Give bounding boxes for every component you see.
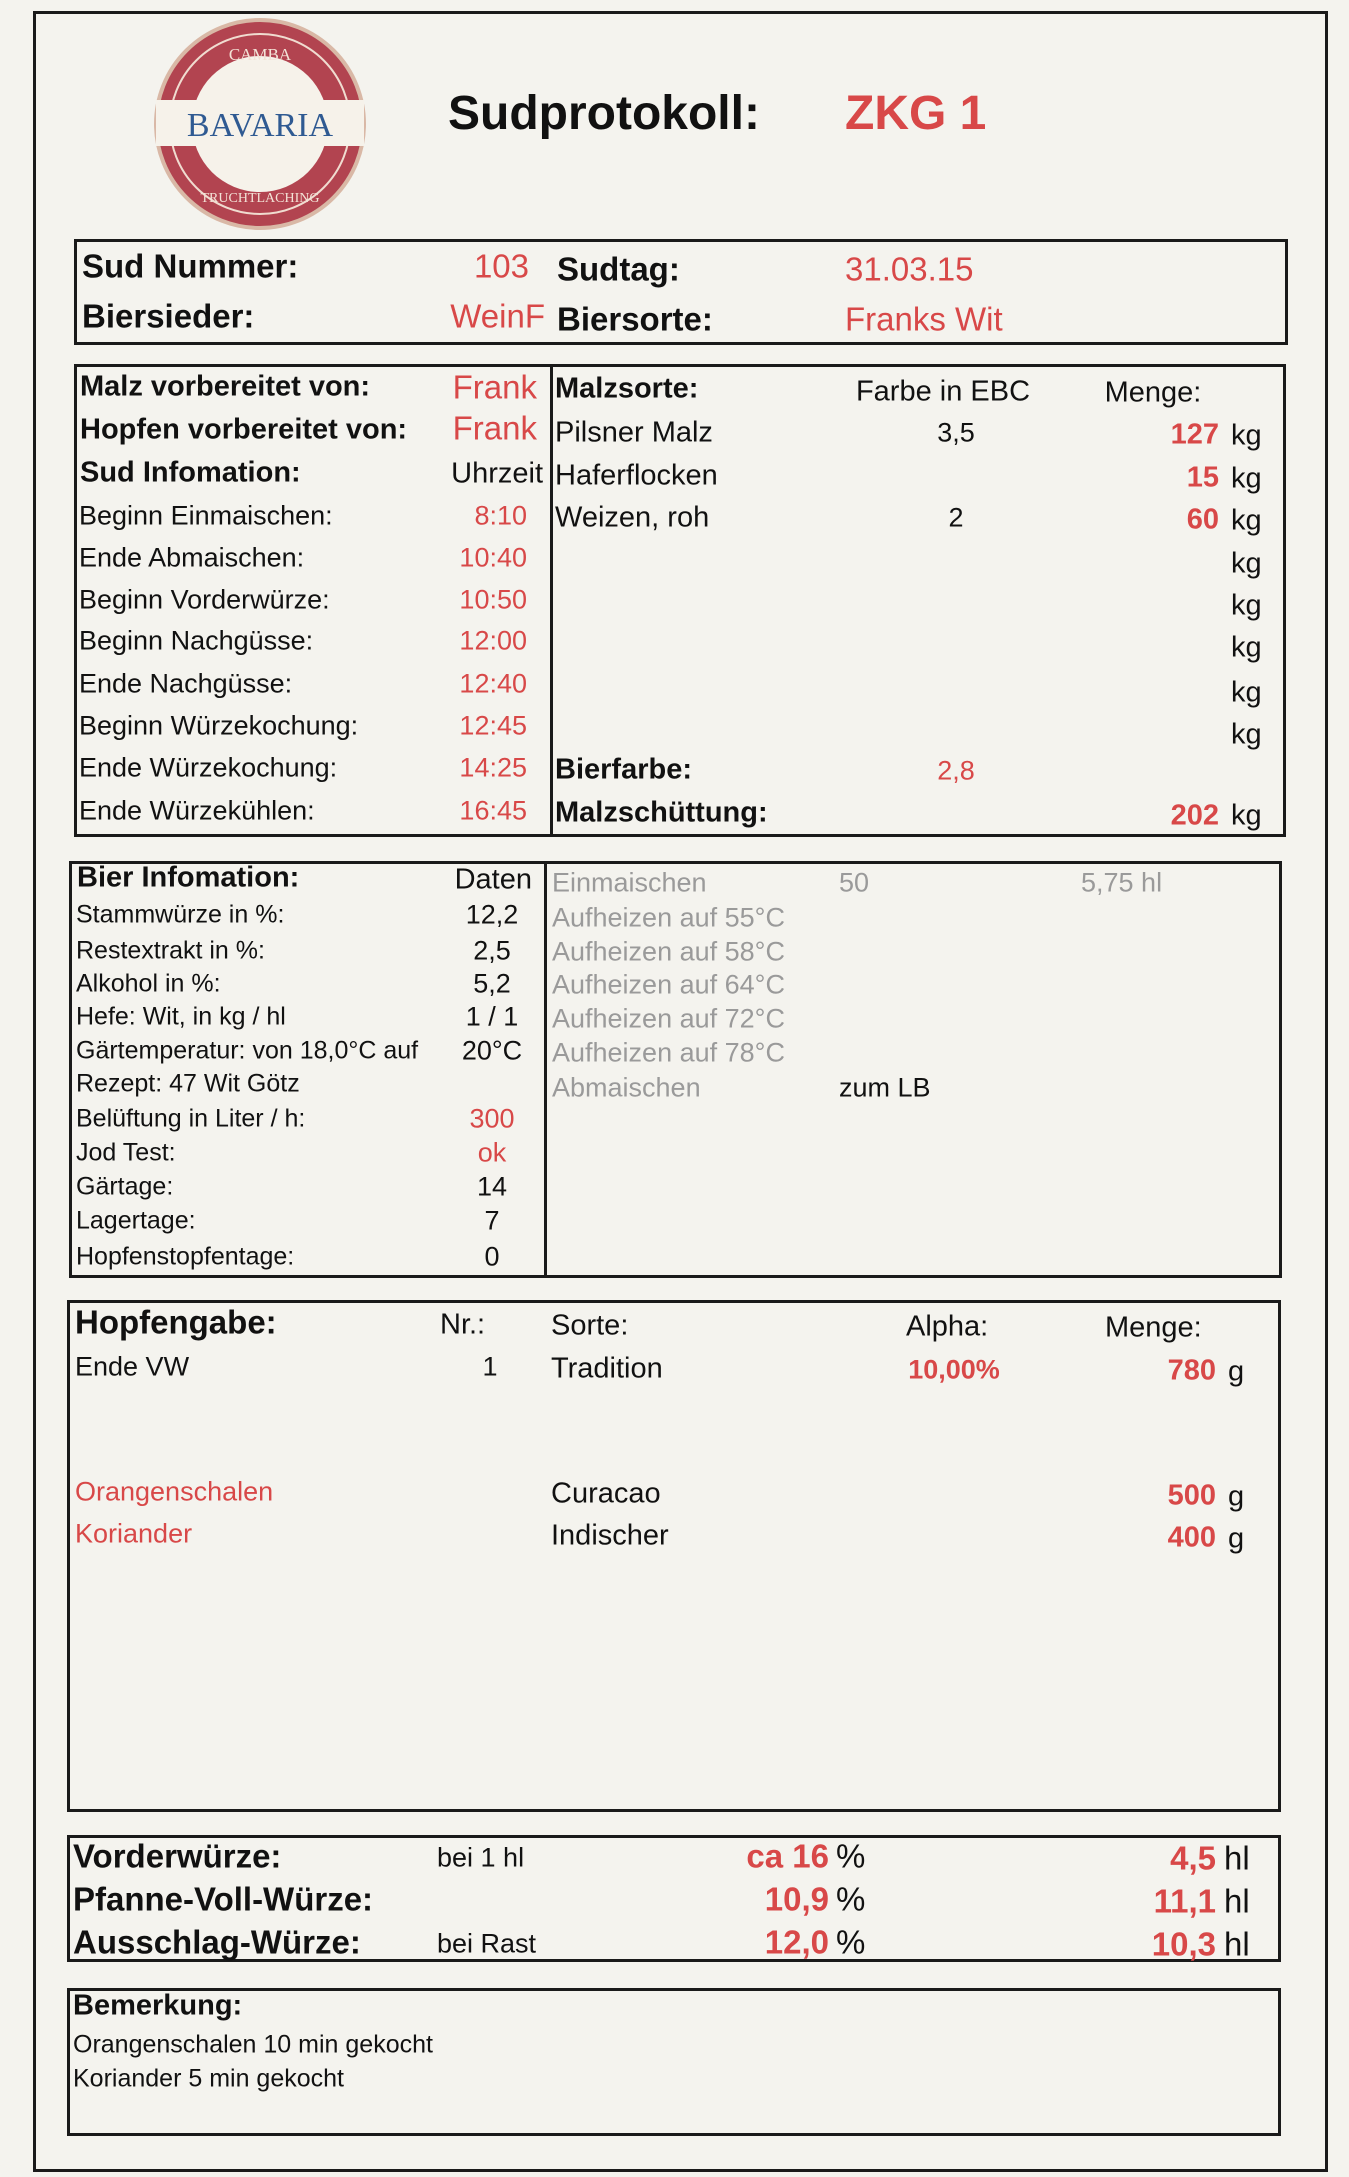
schuettung-value: 202: [1170, 799, 1219, 832]
svg-text:TRUCHTLACHING: TRUCHTLACHING: [200, 191, 320, 206]
wort-percent: 12,0: [764, 1923, 829, 1961]
mash-volume: 5,75 hl: [1081, 867, 1163, 898]
hop-when: Orangenschalen: [75, 1476, 274, 1507]
time-label: Beginn Einmaischen:: [79, 500, 333, 531]
time-label: Ende Würzekühlen:: [79, 795, 315, 826]
beer-label: Gärtemperatur: von 18,0°C auf: [76, 1036, 419, 1065]
malzsorte-label: Malzsorte:: [555, 372, 699, 405]
malt-unit: kg: [1231, 589, 1262, 622]
beer-label: Stammwürze in %:: [76, 900, 285, 929]
wort-volume: 11,1: [1153, 1882, 1216, 1920]
hops-title: Hopfengabe:: [75, 1303, 277, 1341]
mash-temp: 50: [839, 867, 870, 898]
wort-volume: 10,3: [1151, 1925, 1216, 1963]
schuettung-unit: kg: [1231, 799, 1262, 832]
wort-percent-unit: %: [836, 1837, 866, 1875]
malt-ebc: 2: [948, 502, 964, 533]
schuettung-label: Malzschüttung:: [555, 796, 768, 829]
sud-nummer-label: Sud Nummer:: [82, 247, 299, 285]
time-label: Beginn Nachgüsse:: [79, 625, 314, 656]
time-value: 10:40: [459, 542, 527, 573]
beer-value: 20°C: [461, 1035, 523, 1066]
mash-step: Aufheizen auf 72°C: [552, 1003, 785, 1034]
daten-label: Daten: [454, 863, 532, 896]
beer-value: 0: [484, 1241, 500, 1272]
bierfarbe-label: Bierfarbe:: [555, 753, 692, 786]
farbe-label: Farbe in EBC: [855, 375, 1031, 408]
hop-sorte: Indischer: [551, 1519, 669, 1552]
hop-nr: 1: [482, 1351, 498, 1382]
time-value: 12:00: [459, 625, 527, 656]
hopfen-prep-value: Frank: [452, 409, 537, 447]
wort-volume-unit: hl: [1224, 1882, 1250, 1920]
hop-amount: 500: [1167, 1479, 1216, 1512]
mash-step: Aufheizen auf 55°C: [552, 902, 785, 933]
wort-label: Vorderwürze:: [73, 1837, 282, 1875]
hop-when: Ende VW: [75, 1351, 190, 1382]
beer-label: Gärtage:: [76, 1172, 174, 1201]
hop-unit: g: [1228, 1480, 1245, 1513]
time-value: 14:25: [459, 752, 527, 783]
wort-label: Pfanne-Voll-Würze:: [73, 1880, 374, 1918]
hops-sorte-label: Sorte:: [551, 1309, 629, 1342]
remarks-box: [67, 1988, 1281, 2136]
hop-alpha: 10,00%: [908, 1354, 1000, 1385]
wort-note: bei Rast: [437, 1928, 537, 1959]
menge-label: Menge:: [1104, 376, 1202, 409]
beer-value: 12,2: [465, 899, 519, 930]
mash-step: Aufheizen auf 78°C: [552, 1037, 785, 1068]
biersieder-value: WeinF: [450, 297, 545, 335]
beer-label: Rezept: 47 Wit Götz: [76, 1069, 300, 1098]
hop-when: Koriander: [75, 1518, 193, 1549]
wort-volume: 4,5: [1170, 1839, 1216, 1877]
malt-unit: kg: [1231, 504, 1262, 537]
wort-note: bei 1 hl: [437, 1842, 525, 1873]
time-label: Beginn Vorderwürze:: [79, 584, 330, 615]
malt-unit: kg: [1231, 419, 1262, 452]
time-label: Ende Würzekochung:: [79, 752, 338, 783]
bavaria-logo: [152, 16, 368, 237]
malt-name: Haferflocken: [555, 459, 718, 492]
remarks-title: Bemerkung:: [73, 1989, 243, 2022]
time-value: 12:40: [459, 668, 527, 699]
wort-volume-unit: hl: [1224, 1925, 1250, 1963]
malt-name: Pilsner Malz: [555, 416, 713, 449]
page-title: Sudprotokoll:: [448, 87, 760, 140]
wort-percent: 10,9: [764, 1880, 829, 1918]
wort-label: Ausschlag-Würze:: [73, 1923, 361, 1961]
mash-step: Aufheizen auf 58°C: [552, 936, 785, 967]
hops-menge-label: Menge:: [1105, 1311, 1202, 1344]
beer-value: 5,2: [473, 968, 511, 999]
time-label: Ende Nachgüsse:: [79, 668, 293, 699]
time-value: 10:50: [459, 584, 527, 615]
remark-line: Koriander 5 min gekocht: [73, 2064, 344, 2093]
time-value: 8:10: [474, 500, 527, 531]
biersorte-label: Biersorte:: [557, 300, 713, 338]
wort-percent-unit: %: [836, 1923, 866, 1961]
beer-box-divider: [544, 861, 547, 1278]
malt-box-divider: [550, 364, 553, 837]
malt-amount: 60: [1186, 503, 1219, 536]
malt-unit: kg: [1231, 676, 1262, 709]
vessel-label: ZKG 1: [845, 87, 987, 140]
hopfen-prep-label: Hopfen vorbereitet von:: [80, 413, 408, 446]
wort-percent: ca 16: [746, 1837, 829, 1875]
malz-prep-label: Malz vorbereitet von:: [80, 370, 371, 403]
hops-nr-label: Nr.:: [440, 1308, 486, 1341]
mash-step: Einmaischen: [552, 867, 707, 898]
malt-amount: 15: [1186, 461, 1219, 494]
beer-label: Jod Test:: [76, 1138, 176, 1167]
hop-sorte: Curacao: [551, 1477, 661, 1510]
hop-sorte: Tradition: [551, 1352, 663, 1385]
svg-text:BAVARIA: BAVARIA: [186, 107, 334, 144]
remark-line: Orangenschalen 10 min gekocht: [73, 2030, 433, 2059]
beer-label: Restextrakt in %:: [76, 936, 265, 965]
malt-unit: kg: [1231, 462, 1262, 495]
hops-alpha-label: Alpha:: [906, 1310, 989, 1343]
hop-amount: 780: [1167, 1354, 1216, 1387]
biersieder-label: Biersieder:: [82, 297, 255, 335]
malt-name: Weizen, roh: [555, 501, 710, 534]
time-label: Beginn Würzekochung:: [79, 710, 359, 741]
time-value: 16:45: [459, 795, 527, 826]
beer-label: Belüftung in Liter / h:: [76, 1104, 306, 1133]
malt-unit: kg: [1231, 718, 1262, 751]
beer-label: Hefe: Wit, in kg / hl: [76, 1002, 286, 1031]
bierfarbe-value: 2,8: [937, 755, 975, 786]
hop-unit: g: [1228, 1355, 1245, 1388]
beer-value: 7: [484, 1205, 500, 1236]
hops-box: [67, 1300, 1281, 1812]
wort-percent-unit: %: [836, 1880, 866, 1918]
beer-info-title: Bier Infomation:: [77, 861, 300, 894]
uhrzeit-label: Uhrzeit: [451, 457, 543, 490]
sudtag-value: 31.03.15: [845, 250, 974, 288]
beer-label: Lagertage:: [76, 1206, 196, 1235]
beer-label: Alkohol in %:: [76, 969, 221, 998]
mash-step: Abmaischen: [552, 1072, 701, 1103]
sud-info-label: Sud Infomation:: [80, 456, 301, 489]
hop-unit: g: [1228, 1522, 1245, 1555]
time-label: Ende Abmaischen:: [79, 542, 305, 573]
sudtag-label: Sudtag:: [557, 250, 680, 288]
malt-unit: kg: [1231, 631, 1262, 664]
beer-value: ok: [477, 1137, 507, 1168]
malt-unit: kg: [1231, 547, 1262, 580]
beer-value: 300: [469, 1103, 515, 1134]
mash-step: Aufheizen auf 64°C: [552, 969, 785, 1000]
wort-volume-unit: hl: [1224, 1839, 1250, 1877]
biersorte-value: Franks Wit: [845, 300, 1003, 338]
hop-amount: 400: [1167, 1521, 1216, 1554]
malt-ebc: 3,5: [937, 417, 975, 448]
beer-label: Hopfenstopfentage:: [76, 1242, 295, 1271]
beer-value: 1 / 1: [465, 1001, 519, 1032]
malt-amount: 127: [1170, 418, 1219, 451]
mash-temp: zum LB: [839, 1072, 931, 1103]
malz-prep-value: Frank: [452, 368, 537, 406]
beer-value: 2,5: [473, 935, 511, 966]
beer-value: 14: [476, 1171, 508, 1202]
svg-text:CAMBA: CAMBA: [228, 45, 292, 64]
time-value: 12:45: [459, 710, 527, 741]
sud-nummer-value: 103: [473, 247, 529, 285]
